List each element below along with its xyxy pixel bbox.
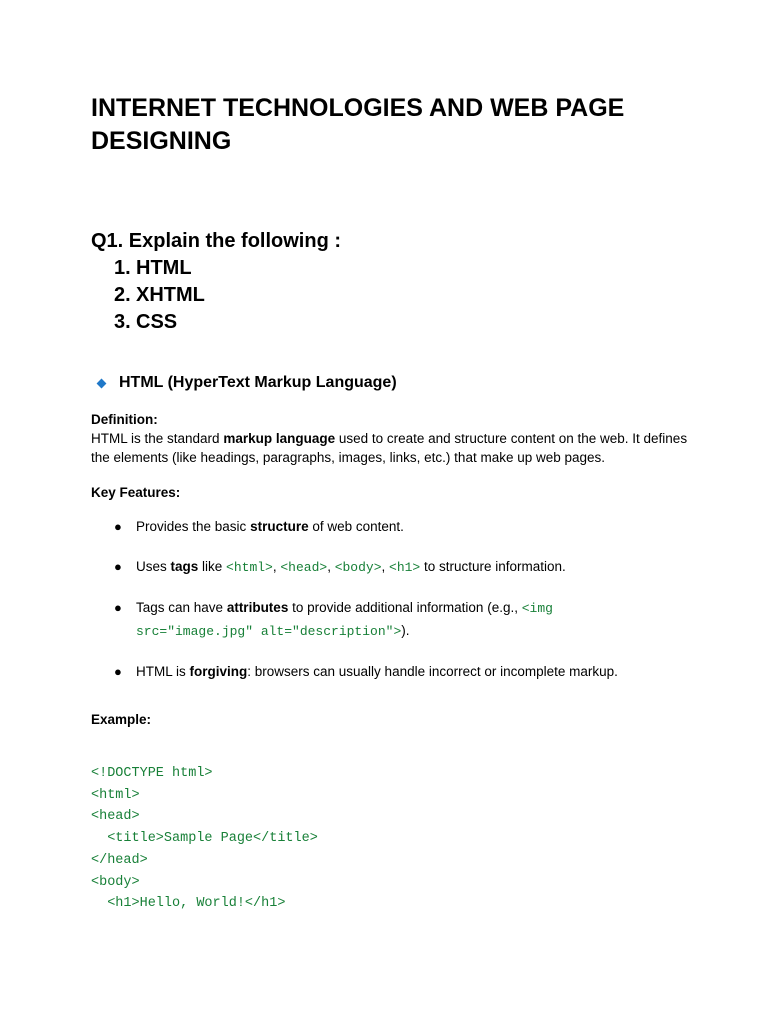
- definition-text: [91, 429, 691, 467]
- inline-code: <h1>: [389, 560, 421, 575]
- text-run: ,: [327, 559, 335, 574]
- question-list-item: [114, 309, 205, 336]
- code-line: <html>: [91, 787, 140, 803]
- question-list-item: [114, 255, 205, 282]
- list-item: [91, 661, 711, 683]
- text-run: Uses: [136, 559, 171, 574]
- bullet-icon: ●: [114, 519, 122, 534]
- code-line: <h1>Hello, World!</h1>: [91, 896, 286, 912]
- code-line: <title>Sample Page</title>: [91, 831, 318, 847]
- text-run: HTML is: [136, 664, 190, 679]
- question-list: [114, 255, 205, 336]
- text-run-bold: forgiving: [189, 664, 248, 679]
- list-item: [91, 556, 711, 579]
- list-text: XHTML: [136, 284, 205, 306]
- text-run-bold: tags: [170, 559, 199, 574]
- text-run: to provide additional information (e.g.,: [288, 600, 522, 615]
- bullet-icon: ●: [114, 559, 122, 574]
- key-features-label: Key Features:: [91, 485, 181, 500]
- list-number: 2.: [114, 284, 131, 306]
- text-run: of web content.: [308, 519, 404, 534]
- text-run: Provides the basic: [136, 519, 251, 534]
- text-run: : browsers can usually handle incorrect or incomplete markup.: [247, 664, 618, 679]
- example-label: Example:: [91, 712, 152, 727]
- code-line: <head>: [91, 809, 140, 825]
- text-run-bold: structure: [250, 519, 309, 534]
- bullet-icon: ●: [114, 664, 122, 679]
- section-heading: [96, 373, 397, 393]
- text-run: like: [198, 559, 227, 574]
- text-run: ,: [381, 559, 390, 574]
- bullet-icon: ●: [114, 600, 122, 615]
- text-run: used to create and structure content on the web. It defines the elements (like headings, paragraphs, images, links, etc.) that make up web pages.: [91, 431, 688, 465]
- key-features-list: [91, 516, 711, 683]
- inline-code: <img: [521, 601, 553, 616]
- inline-code: src="image.jpg" alt="description">: [136, 624, 402, 639]
- list-item: [91, 597, 711, 643]
- inline-code: <body>: [334, 560, 382, 575]
- question-title: Q1. Explain the following :: [91, 230, 342, 252]
- text-run-bold: markup language: [223, 431, 336, 446]
- list-number: 1.: [114, 257, 131, 279]
- text-run: HTML is the standard: [91, 431, 224, 446]
- text-run: ,: [272, 559, 281, 574]
- code-line: <body>: [91, 874, 140, 890]
- list-text: CSS: [136, 311, 178, 333]
- list-text: HTML: [136, 257, 192, 279]
- question-list-item: [114, 282, 205, 309]
- code-line: </head>: [91, 852, 148, 868]
- list-number: 3.: [114, 311, 131, 333]
- code-line: <!DOCTYPE html>: [91, 766, 213, 781]
- example-code-block: [91, 763, 318, 915]
- text-run: ).: [401, 623, 410, 638]
- inline-code: <head>: [280, 560, 328, 575]
- text-run: Tags can have: [136, 600, 227, 615]
- definition-label: Definition:: [91, 412, 158, 427]
- text-run: to structure information.: [420, 559, 566, 574]
- text-run-bold: attributes: [226, 600, 289, 615]
- diamond-bullet-icon: [97, 378, 107, 388]
- section-heading-text: HTML (HyperText Markup Language): [119, 374, 397, 391]
- inline-code: <html>: [226, 560, 273, 575]
- document-title: INTERNET TECHNOLOGIES AND WEB PAGE DESIGNING: [91, 94, 625, 155]
- list-item: [91, 516, 711, 538]
